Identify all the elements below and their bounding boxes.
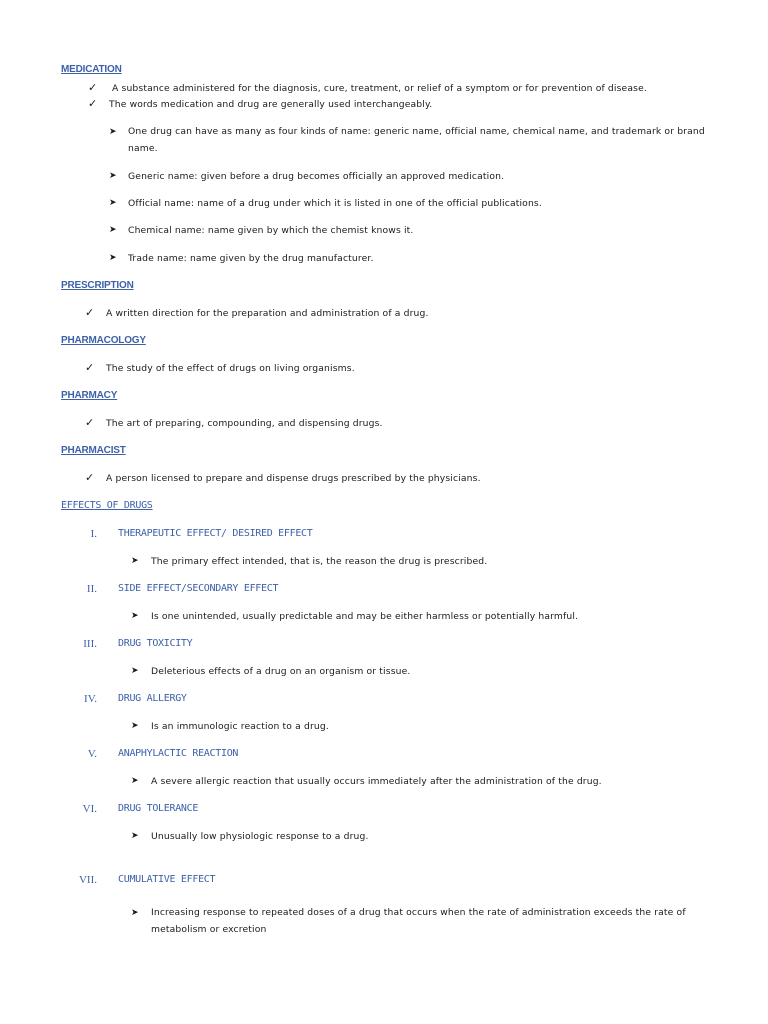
- drug-tolerance-desc: Unusually low physiologic response to a drug.: [151, 831, 369, 842]
- checkmark-icon: ✓: [88, 97, 98, 110]
- arrowhead-bullet-icon: ➤: [131, 776, 139, 786]
- roman-numeral-3: III.: [83, 638, 97, 650]
- drug-names-bullet: One drug can have as many as four kinds of name: generic name, official name, chemical name, and trademark or brand name.: [128, 126, 705, 154]
- pharmacology-definition: The study of the effect of drugs on living organisms.: [106, 363, 355, 374]
- prescription-definition: A written direction for the preparation and administration of a drug.: [106, 308, 429, 319]
- arrowhead-bullet-icon: ➤: [131, 611, 139, 621]
- therapeutic-effect-title: THERAPEUTIC EFFECT/ DESIRED EFFECT: [118, 528, 313, 539]
- chemical-name-bullet: Chemical name: name given by which the chemist knows it.: [128, 225, 414, 236]
- official-name-bullet: Official name: name of a drug under which it is listed in one of the official publications.: [128, 198, 542, 209]
- anaphylactic-reaction-desc: A severe allergic reaction that usually occurs immediately after the administration of the drug.: [151, 776, 602, 787]
- pharmacy-heading: PHARMACY: [61, 390, 118, 401]
- drug-tolerance-title: DRUG TOLERANCE: [118, 803, 199, 814]
- roman-numeral-7: VII.: [78, 874, 97, 886]
- checkmark-icon: ✓: [85, 471, 95, 484]
- roman-numeral-2: II.: [86, 583, 97, 595]
- trade-name-bullet: Trade name: name given by the drug manufacturer.: [128, 253, 374, 264]
- arrowhead-bullet-icon: ➤: [109, 171, 117, 181]
- arrowhead-bullet-icon: ➤: [131, 721, 139, 731]
- arrowhead-bullet-icon: ➤: [131, 908, 139, 918]
- side-effect-title: SIDE EFFECT/SECONDARY EFFECT: [118, 583, 279, 594]
- drug-allergy-title: DRUG ALLERGY: [118, 693, 187, 704]
- arrowhead-bullet-icon: ➤: [109, 127, 117, 137]
- checkmark-icon: ✓: [85, 361, 95, 374]
- roman-numeral-6: VI.: [82, 803, 97, 815]
- roman-numeral-1: I.: [90, 528, 97, 540]
- arrowhead-bullet-icon: ➤: [131, 666, 139, 676]
- medication-interchangeable-note: The words medication and drug are generally used interchangeably.: [109, 99, 433, 110]
- drug-toxicity-desc: Deleterious effects of a drug on an organism or tissue.: [151, 666, 411, 677]
- generic-name-bullet: Generic name: given before a drug becomes officially an approved medication.: [128, 171, 505, 182]
- pharmacology-heading: PHARMACOLOGY: [61, 335, 146, 346]
- arrowhead-bullet-icon: ➤: [109, 253, 117, 263]
- arrowhead-bullet-icon: ➤: [109, 198, 117, 208]
- therapeutic-effect-desc: The primary effect intended, that is, the reason the drug is prescribed.: [151, 556, 488, 567]
- prescription-heading: PRESCRIPTION: [61, 280, 134, 291]
- pharmacist-heading: PHARMACIST: [61, 445, 126, 456]
- roman-numeral-5: V.: [87, 748, 97, 760]
- checkmark-icon: ✓: [88, 81, 98, 94]
- drug-allergy-desc: Is an immunologic reaction to a drug.: [151, 721, 329, 732]
- arrowhead-bullet-icon: ➤: [131, 556, 139, 566]
- pharmacist-definition: A person licensed to prepare and dispense drugs prescribed by the physicians.: [106, 473, 481, 484]
- medication-definition: A substance administered for the diagnosis, cure, treatment, or relief of a symptom or for prevention of disease.: [112, 83, 647, 94]
- effects-of-drugs-heading: EFFECTS OF DRUGS: [61, 500, 153, 511]
- drug-toxicity-title: DRUG TOXICITY: [118, 638, 193, 649]
- medication-heading: MEDICATION: [61, 64, 122, 75]
- cumulative-effect-title: CUMULATIVE EFFECT: [118, 874, 216, 885]
- checkmark-icon: ✓: [85, 416, 95, 429]
- pharmacy-definition: The art of preparing, compounding, and dispensing drugs.: [106, 418, 383, 429]
- side-effect-desc: Is one unintended, usually predictable and may be either harmless or potentially harmful.: [151, 611, 579, 622]
- anaphylactic-reaction-title: ANAPHYLACTIC REACTION: [118, 748, 239, 759]
- arrowhead-bullet-icon: ➤: [109, 225, 117, 235]
- roman-numeral-4: IV.: [84, 693, 97, 705]
- cumulative-effect-desc: Increasing response to repeated doses of a drug that occurs when the rate of administration exceeds the rate of metabolism or excretion: [151, 907, 686, 935]
- arrowhead-bullet-icon: ➤: [131, 831, 139, 841]
- checkmark-icon: ✓: [85, 306, 95, 319]
